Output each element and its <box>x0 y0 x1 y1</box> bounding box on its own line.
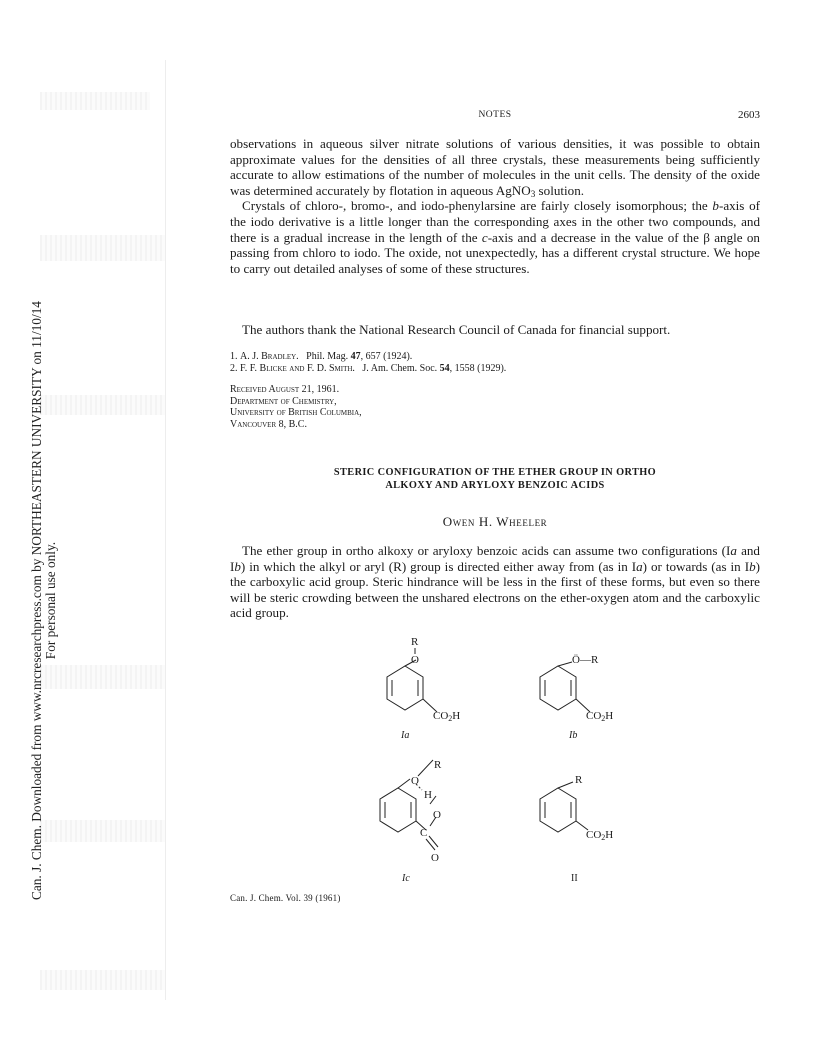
italic-run: a <box>730 543 737 558</box>
co2h-end: H <box>605 829 614 841</box>
co2h-sub: 2 <box>601 714 606 723</box>
reference-authors: A. J. Bradley. <box>240 351 299 362</box>
article-author: Owen H. Wheeler <box>442 514 548 529</box>
reference-1 <box>230 351 760 363</box>
received-date: Received August 21, 1961. <box>230 384 340 395</box>
co2h-text: CO <box>586 710 602 722</box>
text-run: The ether group in ortho alkoxy or aryloxy benzoic acids can assume two configurations (I <box>242 543 731 558</box>
text-run: ) the carboxylic acid group. Steric hindrance will be less in the first of these forms, but even so there will be steric crowding between the unshared electrons on the ether-oxygen atom and the carboxylic acid group. <box>230 558 760 621</box>
running-head-title: NOTES <box>478 110 512 120</box>
text-run: ) in which the alkyl or aryl (R) group is directed either away from (as in I <box>240 558 637 574</box>
paragraph-1-end: solution. <box>535 182 585 198</box>
structure-ia <box>387 648 437 712</box>
ic-c-label: C <box>420 827 428 839</box>
received-block <box>230 384 760 430</box>
ib-co2h-label <box>586 710 613 723</box>
reference-number: 1. <box>230 351 238 362</box>
label-ii: II <box>571 873 578 884</box>
co2h-text: CO <box>586 829 602 841</box>
scan-noise <box>40 820 165 842</box>
paragraph-1-text: observations in aqueous silver nitrate solutions of various densities, it was possible to obtain approximate values for the densities of all three crystals, these measurements being sufficiently accurate to allow estimations of the number of molecules in the unit cells. The density of the oxide was determined accurately by flotation in aqueous AgNO <box>230 136 760 198</box>
paragraph-2 <box>230 198 760 276</box>
reference-rest: , 1558 (1929). <box>449 362 507 374</box>
co2h-text: CO <box>433 710 449 722</box>
text-run: Crystals of chloro-, bromo-, and iodo-phenylarsine are fairly closely isomorphous; the <box>242 198 713 214</box>
watermark-line-1: Can. J. Chem. Downloaded from www.nrcresearchpress.com by NORTHEASTERN UNIVERSITY on 11/10/14 <box>29 301 44 900</box>
italic-run: b <box>234 558 241 574</box>
watermark-line-2: For personal use only. <box>43 541 58 660</box>
ic-oh-label: O <box>433 809 441 821</box>
co2h-end: H <box>605 710 614 722</box>
ia-co2h-label <box>433 710 460 723</box>
reference-journal: J. Am. Chem. Soc. <box>362 362 438 374</box>
paragraph-1 <box>230 136 760 198</box>
journal-footer: Can. J. Chem. Vol. 39 (1961) <box>230 893 341 903</box>
acknowledgement-text: The authors thank the National Research Council of Canada for financial support. <box>242 322 671 337</box>
affiliation-city: Vancouver 8, B.C. <box>230 418 307 430</box>
intro-paragraph <box>230 543 760 621</box>
scan-gutter-line <box>165 60 166 1000</box>
ic-h-label: H <box>424 789 432 801</box>
structure-ii <box>540 782 588 832</box>
co2h-end: H <box>452 710 461 722</box>
label-ib: Ib <box>569 730 578 741</box>
reference-rest: , 657 (1924). <box>360 351 413 362</box>
scan-noise <box>40 395 165 415</box>
italic-run: b <box>749 558 756 574</box>
article-title-line-1: STERIC CONFIGURATION OF THE ETHER GROUP IN ORTHO <box>333 467 657 478</box>
acknowledgement <box>230 322 760 338</box>
affiliation-university: University of British Columbia, <box>230 407 362 418</box>
reference-journal: Phil. Mag. <box>306 351 349 362</box>
text-run: -axis and a decrease in the value of the β angle on passing from chloro to iodo. The oxide, not unexpectedly, has a different crystal structure. We hope to carry out detailed analyses of some of these structures. <box>230 229 760 276</box>
label-ic: Ic <box>402 873 410 884</box>
ii-r-label: R <box>575 774 583 786</box>
page-number: 2603 <box>738 109 760 121</box>
scan-noise <box>40 970 165 990</box>
reference-number: 2. <box>230 362 238 374</box>
reference-2 <box>230 363 760 375</box>
article-title <box>230 467 760 492</box>
ia-o-label: O <box>411 654 419 666</box>
affiliation-department: Department of Chemistry, <box>230 395 337 407</box>
text-run: -axis of the iodo derivative is a little longer than the corresponding axes in the other two compounds, and there is a gradual increase in the length of the <box>230 198 760 245</box>
ic-o-label: O <box>411 775 419 787</box>
scan-noise <box>40 665 165 689</box>
reference-volume: 47 <box>350 351 361 362</box>
structure-ib <box>540 662 590 712</box>
reference-authors: F. F. Blicke and F. D. Smith. <box>240 362 355 374</box>
ic-r-label: R <box>434 759 442 771</box>
ia-r-label: R <box>411 636 419 648</box>
ic-carbonyl-o-label: O <box>431 852 439 864</box>
co2h-sub: 2 <box>601 833 606 842</box>
article-title-line-2: ALKOXY AND ARYLOXY BENZOIC ACIDS <box>385 479 605 491</box>
reference-volume: 54 <box>439 362 450 374</box>
italic-run: a <box>636 558 643 574</box>
italic-run: b <box>712 198 719 214</box>
subscript: 3 <box>530 188 536 199</box>
scan-noise <box>40 235 165 261</box>
structure-ic <box>380 760 438 850</box>
reference-list <box>230 351 760 374</box>
ib-o-r-label: Ö—R <box>572 654 599 666</box>
co2h-sub: 2 <box>448 714 453 723</box>
text-run: and I <box>230 543 760 574</box>
text-run: ) or towards (as in I <box>642 558 750 574</box>
scan-noise <box>40 92 150 110</box>
article-intro <box>230 543 760 621</box>
ii-co2h-label <box>586 829 613 842</box>
label-ia: Ia <box>401 730 410 741</box>
running-head <box>230 110 760 124</box>
body-text <box>230 136 760 276</box>
italic-run: c <box>481 229 488 245</box>
